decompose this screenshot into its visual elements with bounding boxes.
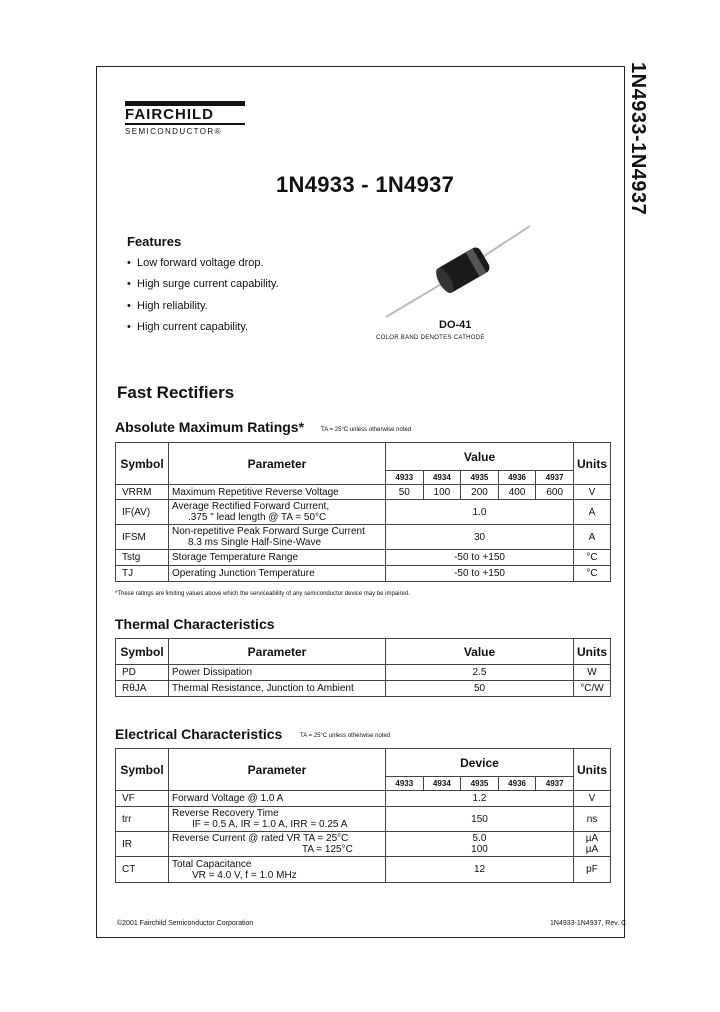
package-name: DO-41 [439, 319, 472, 331]
elec-note: TA = 25°C unless otherwise noted [300, 733, 391, 739]
col-symbol: Symbol [116, 749, 169, 791]
fairchild-logo [125, 101, 245, 136]
device-col: 4933 [386, 471, 424, 485]
col-device: Device [386, 749, 574, 777]
table-row: VRRM Maximum Repetitive Reverse Voltage 50 100 200 400 600 V [116, 485, 611, 500]
thermal-table [115, 638, 611, 697]
table-row: IF(AV) Average Rectified Forward Current, .375 " lead length @ TA = 50°C 1.0 A [116, 500, 611, 525]
table-row: IR Reverse Current @ rated VR TA = 25°C TA = 125°C 5.0 100 µA µA [116, 832, 611, 857]
col-units: Units [574, 749, 611, 791]
diode-image [378, 212, 538, 322]
device-col: 4934 [423, 471, 461, 485]
list-item: • Low forward voltage drop. [127, 257, 264, 269]
col-value: Value [386, 443, 574, 471]
device-col: 4935 [461, 777, 499, 791]
section-title: Fast Rectifiers [117, 383, 235, 402]
amr-table [115, 442, 611, 582]
list-item: • High surge current capability. [127, 278, 279, 291]
features-heading: Features [127, 234, 182, 249]
thermal-heading: Thermal Characteristics [115, 616, 275, 632]
device-col: 4933 [386, 777, 424, 791]
table-row: trr Reverse Recovery Time IF = 0.5 A, IR = 1.0 A, IRR = 0.25 A 150 ns [116, 807, 611, 832]
device-col: 4937 [536, 777, 574, 791]
col-symbol: Symbol [116, 443, 169, 485]
side-part-number: 1N4933-1N4937 [627, 62, 649, 216]
amr-note: TA = 25°C unless otherwise noted [321, 427, 412, 433]
col-parameter: Parameter [169, 443, 386, 485]
table-row: PD Power Dissipation 2.5 W [116, 665, 611, 681]
footer-revision: 1N4933-1N4937, Rev. C [550, 920, 627, 927]
device-col: 4934 [423, 777, 461, 791]
elec-table [115, 748, 611, 883]
footer-copyright: ©2001 Fairchild Semiconductor Corporation [117, 920, 254, 927]
col-parameter: Parameter [169, 639, 386, 665]
col-units: Units [574, 443, 611, 485]
list-item: • High current capability. [127, 320, 249, 333]
device-col: 4935 [461, 471, 499, 485]
package-note: COLOR BAND DENOTES CATHODE [376, 335, 485, 341]
device-col: 4937 [536, 471, 574, 485]
amr-heading: Absolute Maximum Ratings* [115, 419, 305, 435]
table-row: VF Forward Voltage @ 1.0 A 1.2 V [116, 791, 611, 807]
device-col: 4936 [498, 471, 536, 485]
amr-footnote: *These ratings are limiting values above which the serviceability of any semiconductor device may be impaired. [115, 591, 410, 597]
elec-heading: Electrical Characteristics [115, 726, 283, 742]
col-units: Units [574, 639, 611, 665]
col-parameter: Parameter [169, 749, 386, 791]
col-value: Value [386, 639, 574, 665]
table-row: RθJA Thermal Resistance, Junction to Ambient 50 °C/W [116, 681, 611, 697]
table-row: CT Total Capacitance VR = 4.0 V, f = 1.0 MHz 12 pF [116, 857, 611, 883]
table-row: TJ Operating Junction Temperature -50 to +150 °C [116, 566, 611, 582]
table-row: Tstg Storage Temperature Range -50 to +150 °C [116, 550, 611, 566]
list-item: • High reliability. [127, 299, 208, 312]
page-title: 1N4933 - 1N4937 [276, 172, 455, 197]
logo-sub: SEMICONDUCTOR® [125, 127, 222, 136]
table-row: IFSM Non-repetitive Peak Forward Surge Current 8.3 ms Single Half-Sine-Wave 30 A [116, 525, 611, 550]
features-list [127, 257, 279, 342]
col-symbol: Symbol [116, 639, 169, 665]
device-col: 4936 [498, 777, 536, 791]
logo-name: FAIRCHILD [125, 106, 214, 123]
